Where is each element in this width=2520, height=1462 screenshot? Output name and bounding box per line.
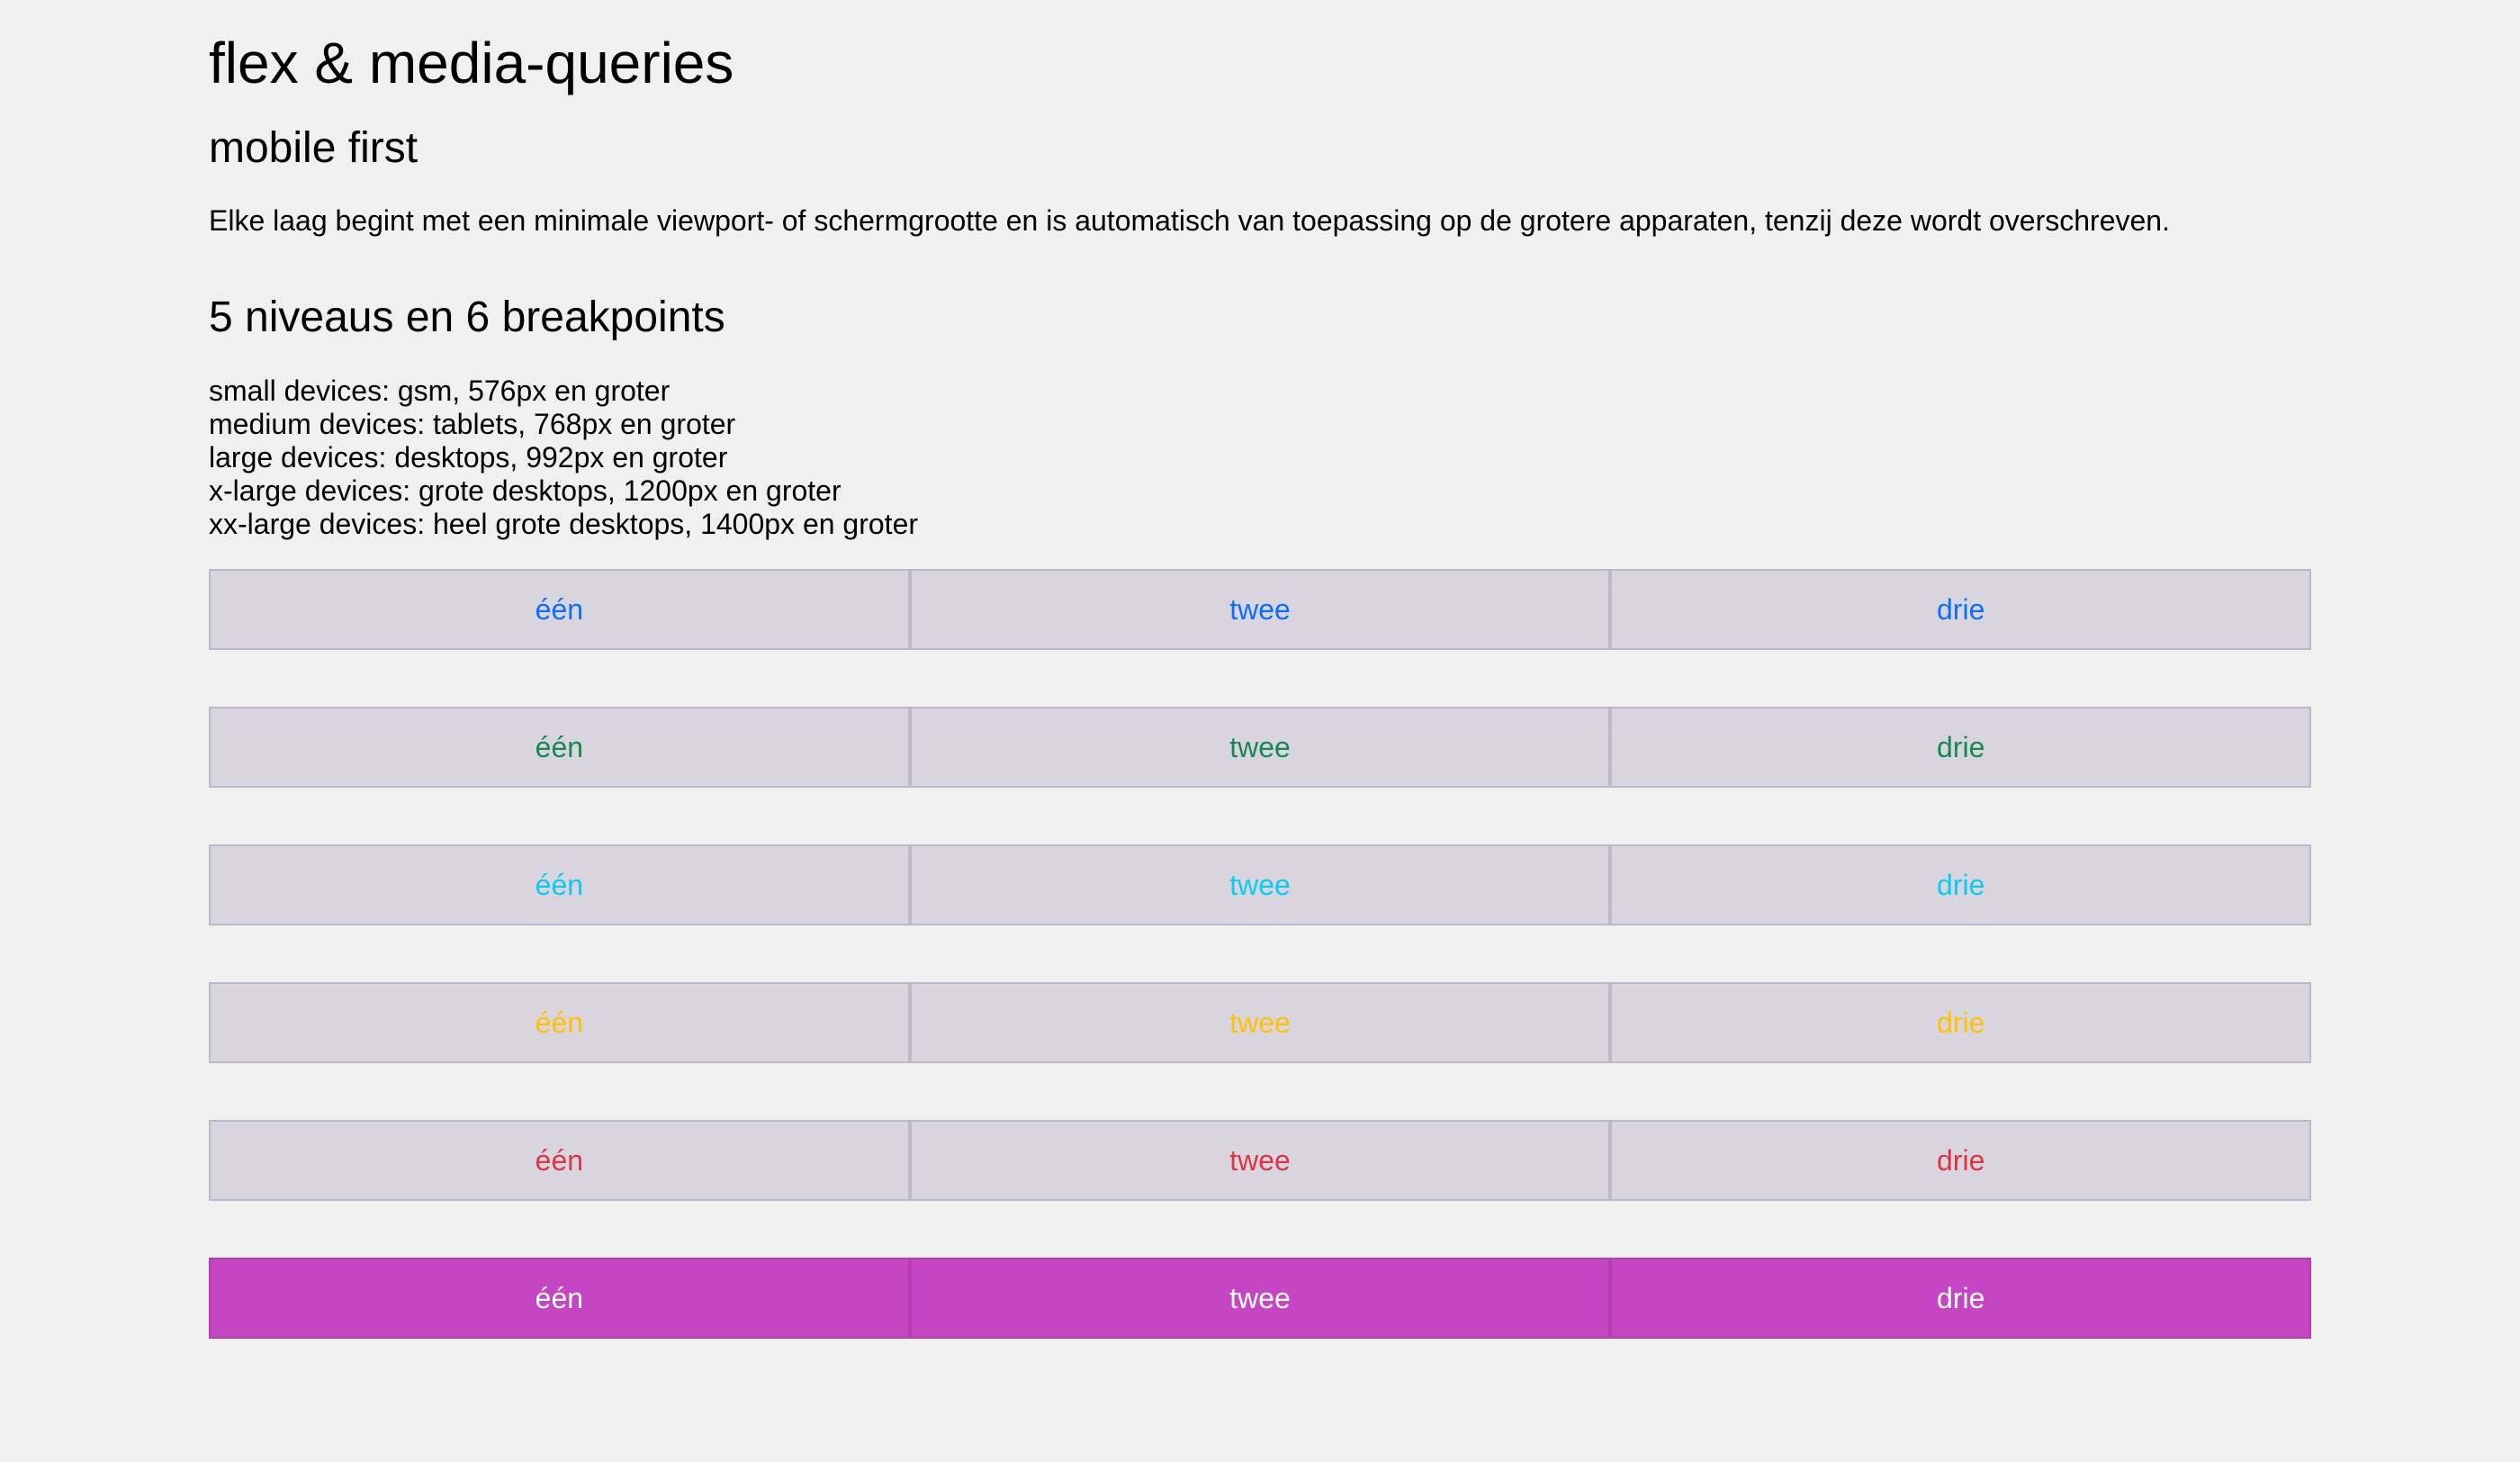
row-green-cell-3: drie (1610, 707, 2311, 788)
row-magenta-cell-1: één (209, 1258, 910, 1339)
mobile-first-heading: mobile first (209, 124, 418, 172)
row-red-cell-2: twee (910, 1120, 1611, 1201)
row-green-cell-1: één (209, 707, 910, 788)
row-blue-cell-1: één (209, 569, 910, 650)
flex-row-blue (209, 569, 2311, 650)
device-list (209, 375, 918, 541)
device-large: large devices: desktops, 992px en groter (209, 441, 728, 474)
row-green-cell-2: twee (910, 707, 1611, 788)
row-red-cell-3: drie (1610, 1120, 2311, 1201)
row-blue-cell-3: drie (1610, 569, 2311, 650)
flex-row-yellow (209, 982, 2311, 1063)
flex-row-red (209, 1120, 2311, 1201)
row-yellow-cell-2: twee (910, 982, 1611, 1063)
levels-heading: 5 niveaus en 6 breakpoints (209, 293, 725, 341)
row-red-cell-1: één (209, 1120, 910, 1201)
device-small: small devices: gsm, 576px en groter (209, 375, 670, 407)
intro-paragraph: Elke laag begint met een minimale viewport- of schermgrootte en is automatisch van toepassing op de grotere apparaten, tenzij deze wordt overschreven. (209, 204, 2170, 237)
device-x-large: x-large devices: grote desktops, 1200px en groter (209, 474, 842, 507)
row-yellow-cell-3: drie (1610, 982, 2311, 1063)
row-blue-cell-2: twee (910, 569, 1611, 650)
row-cyan-cell-3: drie (1610, 844, 2311, 925)
row-cyan-cell-1: één (209, 844, 910, 925)
flex-row-magenta (209, 1258, 2311, 1339)
row-yellow-cell-1: één (209, 982, 910, 1063)
flex-row-green (209, 707, 2311, 788)
device-xx-large: xx-large devices: heel grote desktops, 1400px en groter (209, 508, 919, 540)
row-magenta-cell-2: twee (910, 1258, 1611, 1339)
row-magenta-cell-3: drie (1610, 1258, 2311, 1339)
device-medium: medium devices: tablets, 768px en groter (209, 408, 736, 440)
page-title: flex & media-queries (209, 31, 734, 95)
row-cyan-cell-2: twee (910, 844, 1611, 925)
flex-row-cyan (209, 844, 2311, 925)
